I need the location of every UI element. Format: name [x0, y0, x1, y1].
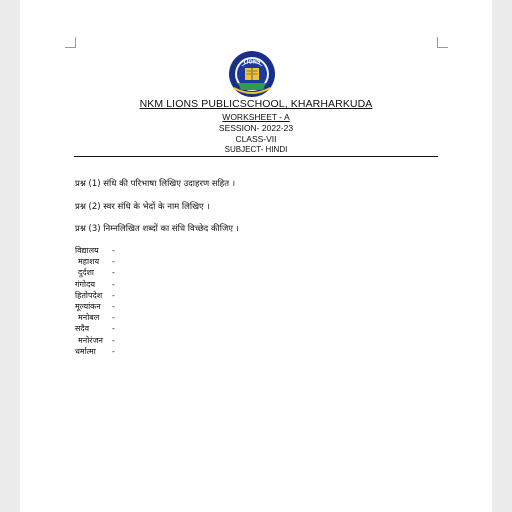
question-2: प्रश्न (2) स्वर संधि के भेदों के नाम लिखिए ।	[75, 202, 210, 212]
class-line: CLASS-VII	[235, 134, 277, 144]
word-text: गंगोदय	[75, 279, 95, 289]
document-page	[20, 0, 492, 512]
word-dash: -	[112, 290, 115, 300]
word-dash: -	[112, 313, 115, 323]
school-logo	[228, 50, 276, 98]
word-dash: -	[112, 301, 115, 311]
school-name: NKM LIONS PUBLICSCHOOL, KHARHARKUDA	[139, 98, 373, 110]
word-text: मनोरंजन	[78, 335, 103, 345]
question-1: प्रश्न (1) संधि की परिभाषा लिखिए उदाहरण सहित ।	[75, 179, 236, 189]
logo-text: LIONS	[243, 59, 261, 66]
crop-mark-top-left	[65, 37, 76, 48]
crop-mark-top-right	[437, 37, 448, 48]
word-dash: -	[112, 246, 115, 255]
word-dash: -	[112, 335, 115, 345]
word-text: मूल्यांकन	[75, 301, 101, 311]
word-text: सदैव	[75, 324, 90, 334]
word-dash: -	[112, 257, 115, 267]
word-text: हितोपदेश	[75, 290, 103, 300]
word-dash: -	[112, 279, 115, 289]
word-dash: -	[112, 346, 115, 356]
header-divider	[74, 156, 438, 157]
question-3: प्रश्न (3) निम्नलिखित शब्दों का संधि विच्छेद कीजिए ।	[75, 224, 239, 234]
word-text: विद्यालय	[75, 246, 99, 255]
worksheet-title: WORKSHEET - A	[222, 112, 290, 122]
word-dash: -	[112, 324, 115, 334]
session-line: SESSION- 2022-23	[218, 123, 294, 133]
word-text: दुर्दशा	[78, 268, 95, 278]
word-text: धर्मात्मा	[75, 346, 96, 356]
word-text: मनोबल	[78, 313, 100, 323]
word-dash: -	[112, 268, 115, 278]
subject-line: SUBJECT- HINDI	[224, 145, 288, 154]
word-text: महाशय	[78, 257, 100, 267]
